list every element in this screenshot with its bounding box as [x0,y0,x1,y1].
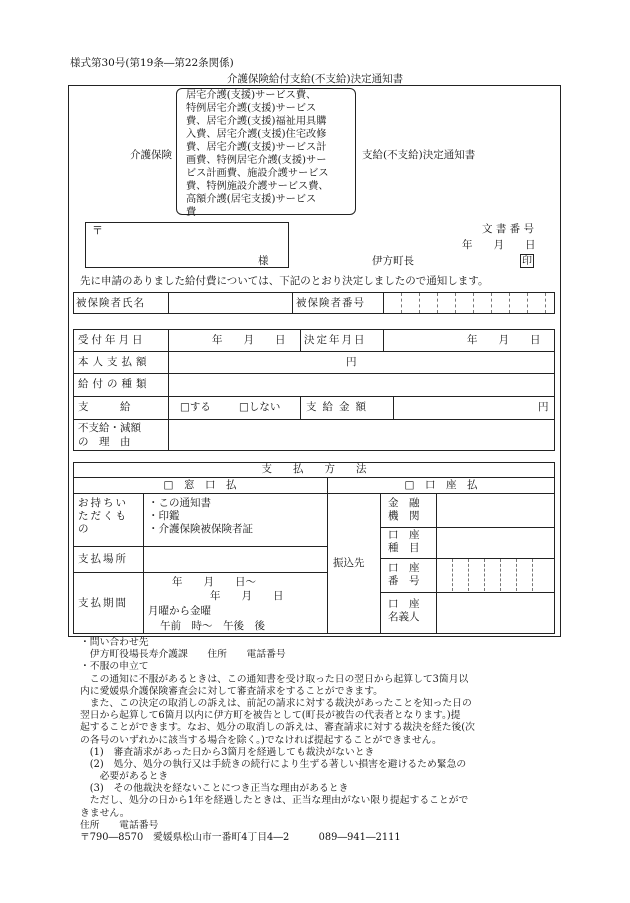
honorific: 様 [258,255,269,267]
notice-label: 支給(不支給)決定通知書 [362,149,476,161]
amount-yen: 円 [538,401,549,414]
postal-mark: 〒 [92,224,103,237]
amount-label: 支給金額 [306,401,372,414]
bring-label: お持ちい ただくも の [78,497,128,535]
account-payment[interactable]: □ 口 座 払 [404,478,478,491]
issue-date: 年 月 日 [462,239,536,251]
service-list: 居宅介護(支援)サービス費、 特例居宅介護(支援)サービス 費、居宅介護(支援)福祉用具購 入費、居宅介護(支援)住宅改修 費、居宅介護(支援)サービス計 画費、特例居宅介護(支援)サー ビス計画費、施設介護サービス 費、特例施設介護サービス費、 高額介護(居宅支援)サービス 費 [186,90,329,218]
insured-number-label: 被保険者番号 [296,296,365,309]
reason-label-1: 不支給・減額 [78,422,141,434]
option-yes[interactable]: □する [180,401,211,414]
insurance-label: 介護保険 [130,149,172,161]
period-days: 月曜から金曜 [148,605,211,617]
intro-text: 先に申請のありました給付費については、下記のとおり決定しましたので通知します。 [80,275,489,287]
period-hours: 午前 時～ 午後 後 [160,620,265,632]
issuer: 伊方町長 [372,255,414,267]
account-number-label: 口 座 番 号 [388,562,420,587]
account-holder-label: 口 座 名義人 [388,598,420,623]
period-end: 年 月 日 [210,590,284,602]
transfer-label: 振込先 [333,557,365,570]
decided-date: 年 月 日 [467,333,541,346]
insured-name-label: 被保険者氏名 [76,296,145,309]
bank-label: 金 融 機 関 [388,497,420,522]
decided-label: 決定年月日 [304,333,367,346]
period-label: 支払期間 [78,596,128,609]
doc-number: 文 書 番 号 [482,223,535,235]
period-start: 年 月 日～ [172,576,256,588]
counter-payment[interactable]: □ 窓 口 払 [163,478,237,491]
self-pay-label: 本人支払額 [78,355,151,368]
payment-label: 支 給 [78,401,131,414]
benefit-type-label: 給付の種類 [78,378,151,391]
place-label: 支払場所 [78,552,128,565]
option-no[interactable]: □しない [239,401,281,414]
received-label: 受付年月日 [78,333,146,346]
form-number: 様式第30号(第19条―第22条関係) [70,57,234,69]
bring-items: ・この通知書 ・印鑑 ・介護保険被保険者証 [148,497,253,535]
seal: 印 [522,256,532,267]
self-pay-yen: 円 [346,355,357,368]
account-type-label: 口 座 種 目 [388,529,420,554]
payment-method-title: 支 払 方 法 [261,463,367,476]
notes-block: ・問い合わせ先 伊方町役場長寿介護課 住所 電話番号 ・不服の申立て この通知に不服があるときは、この通知書を受け取った日の翌日から起算して3箇月以 内に愛媛県介護保険審査会に対して審査請求をすることができます。 また、この決定の取消しの訴えは、前記の請求に対する裁決があったことを知った日の 翌日から起算して6箇月以内に伊方町を被告として(町長が被告の代表者となります。)提 起することができます。なお、処分の取消しの訴えは、審査請求に対する裁決を経た後(次 の各号のいずれかに該当する場合を除く。)でなければ提起することができません。 (1) 審査請求があった日から3箇月を経過しても裁決がないとき (2) 処分、処分の執行又は手続きの続行により生ずる著しい損害を避けるため緊急の 必要があるとき (3) その他裁決を経ないことにつき正当な理由があるとき ただし、処分の日から1年を経過したときは、正当な理由がない限り提起することがで きません。 住所 電話番号 〒790―8570 愛媛県松山市一番町4丁目4―2 089―941―2111 [80,637,475,843]
received-date: 年 月 日 [212,333,286,346]
reason-label-2: の 理 由 [78,436,131,448]
form-title: 介護保険給付支給(不支給)決定通知書 [226,73,404,85]
